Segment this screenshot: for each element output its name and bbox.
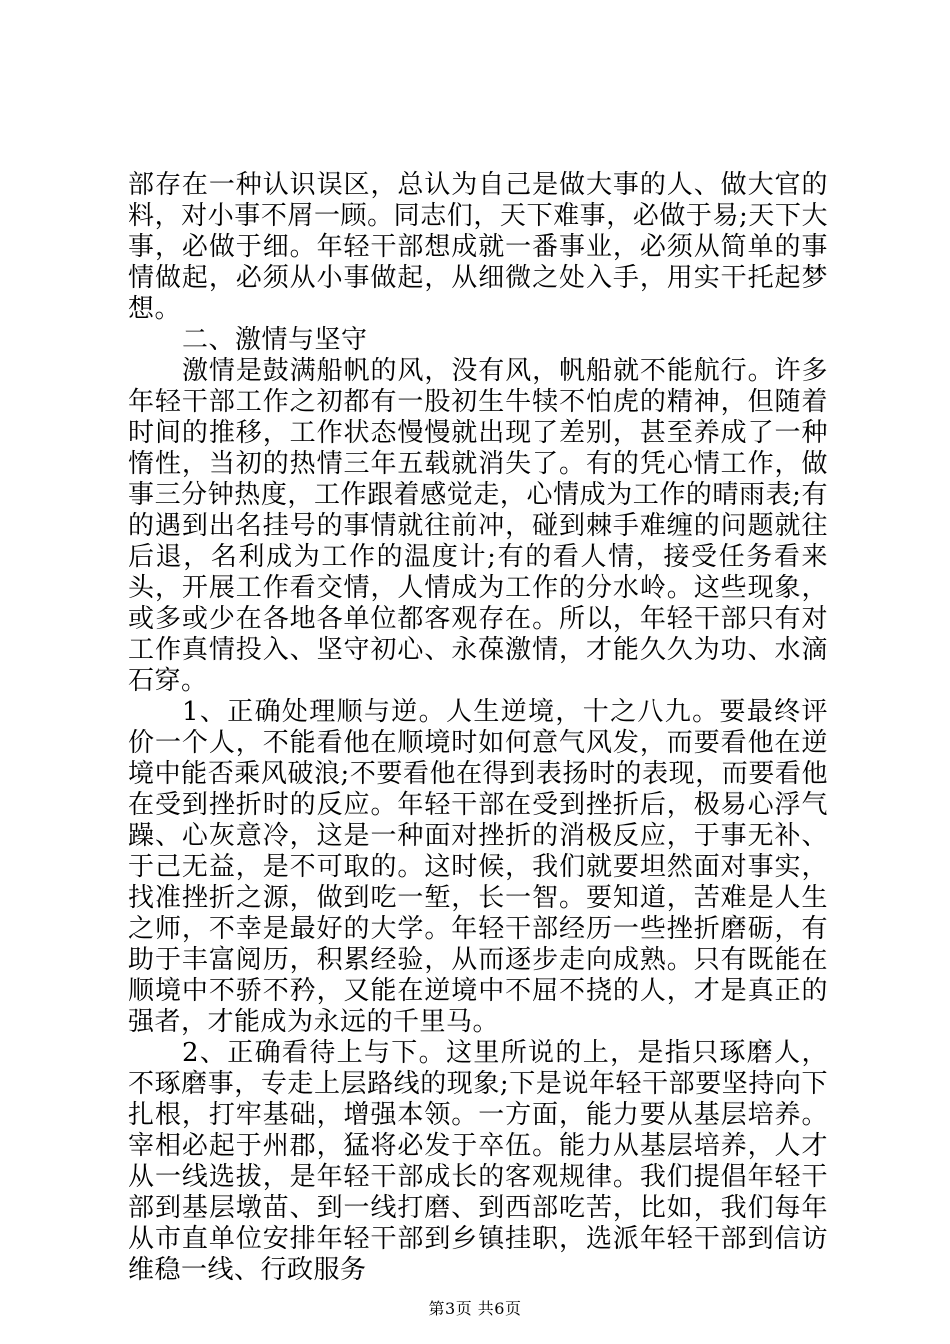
section-heading: 二、激情与坚守 <box>182 325 368 355</box>
paragraph-passion: 激情是鼓满船帆的风，没有风，帆船就不能航行。许多年轻干部工作之初都有一股初生牛犊不怕虎的精神，但随着时间的推移，工作状态慢慢就出现了差别，甚至养成了一种惰性，当初的热情三年五载就消失了。有的凭心情工作，做事三分钟热度，工作跟着感觉走，心情成为工作的晴雨表;有的遇到出名挂号的事情就往前冲，碰到棘手难缠的问题就往后退，名利成为工作的温度计;有的看人情，接受任务看来头，开展工作看交情，人情成为工作的分水岭。这些现象，或多或少在各地各单位都客观存在。所以，年轻干部只有对工作真情投入、坚守初心、永葆激情，才能久久为功、水滴石穿。 <box>128 356 828 696</box>
document-body <box>128 170 828 1286</box>
paragraph-point-1: 1、正确处理顺与逆。人生逆境，十之八九。要最终评价一个人，不能看他在顺境时如何意气风发，而要看他在逆境中能否乘风破浪;不要看他在得到表扬时的表现，而要看他在受到挫折时的反应。年轻干部在受到挫折后，极易心浮气躁、心灰意冷，这是一种面对挫折的消极反应，于事无补、于己无益，是不可取的。这时候，我们就要坦然面对事实，找准挫折之源，做到吃一堑，长一智。要知道，苦难是人生之师，不幸是最好的大学。年轻干部经历一些挫折磨砺，有助于丰富阅历，积累经验，从而逐步走向成熟。只有既能在顺境中不骄不矜，又能在逆境中不屈不挠的人，才是真正的强者，才能成为永远的千里马。 <box>128 697 828 1037</box>
page-footer: 第3页 共6页 <box>428 1299 522 1318</box>
paragraph-point-2: 2、正确看待上与下。这里所说的上，是指只琢磨人，不琢磨事，专走上层路线的现象;下是说年轻干部要坚持向下扎根，打牢基础，增强本领。一方面，能力要从基层培养。宰相必起于州郡，猛将必发于卒伍。能力从基层培养，人才从一线选拔，是年轻干部成长的客观规律。我们提倡年轻干部到基层墩苗、到一线打磨、到西部吃苦，比如，我们每年从市直单位安排年轻干部到乡镇挂职，选派年轻干部到信访维稳一线、行政服务 <box>128 1038 828 1285</box>
paragraph-continuation: 部存在一种认识误区，总认为自己是做大事的人、做大官的料，对小事不屑一顾。同志们，天下难事，必做于易;天下大事，必做于细。年轻干部想成就一番事业，必须从简单的事情做起，必须从小事做起，从细微之处入手，用实干托起梦想。 <box>128 170 828 324</box>
